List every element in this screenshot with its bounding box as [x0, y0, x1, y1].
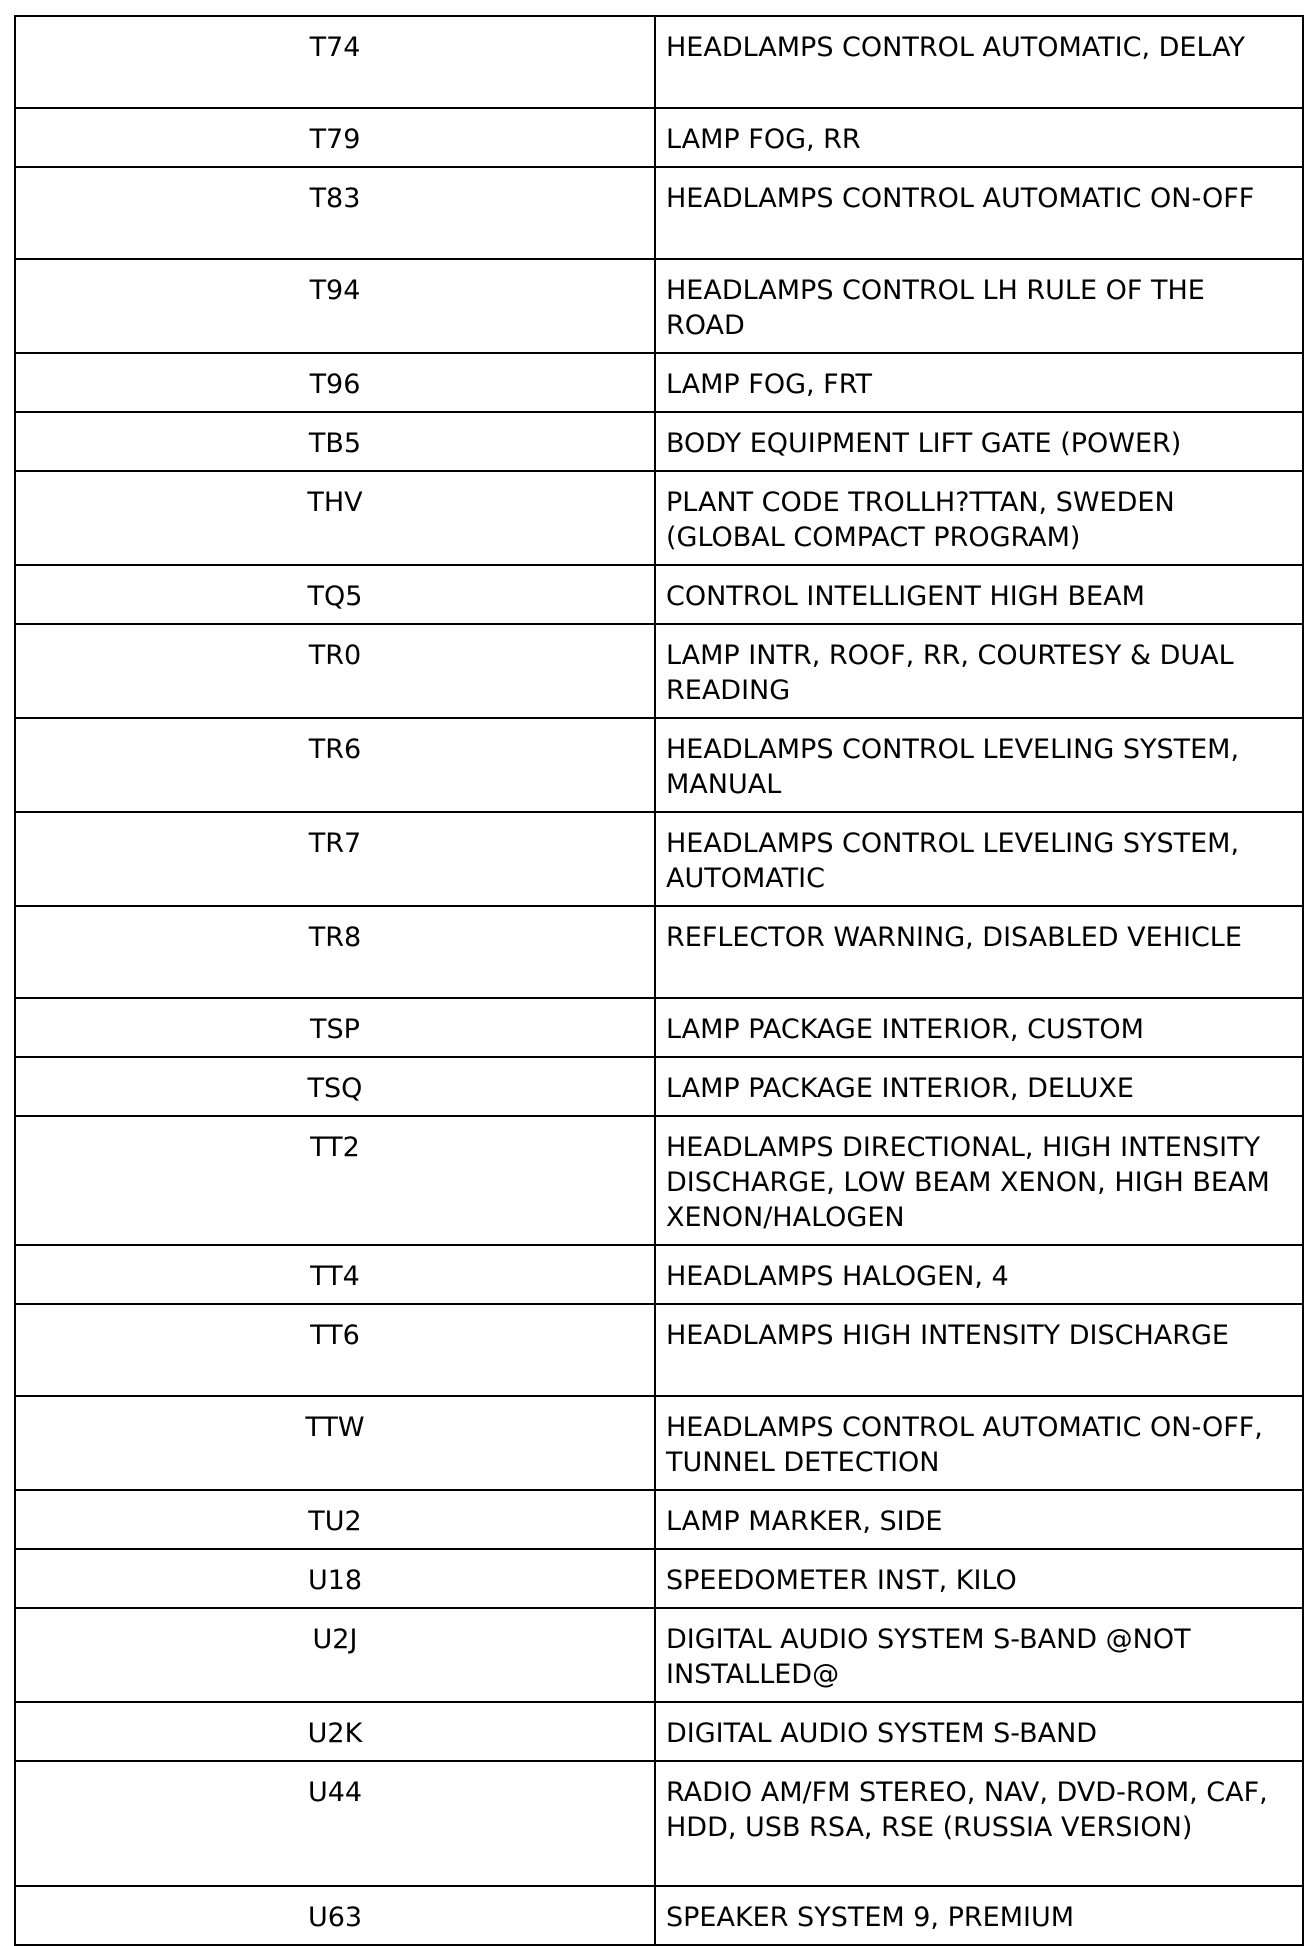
code-cell: TTW [15, 1396, 655, 1490]
table-row [15, 108, 1303, 167]
description-cell: SPEAKER SYSTEM 9, PREMIUM [655, 1886, 1303, 1945]
table-row [15, 812, 1303, 906]
code-cell: U2K [15, 1702, 655, 1761]
description-cell: CONTROL INTELLIGENT HIGH BEAM [655, 565, 1303, 624]
table-row [15, 1245, 1303, 1304]
code-cell: TU2 [15, 1490, 655, 1549]
table-row [15, 1116, 1303, 1245]
description-cell: HEADLAMPS HALOGEN, 4 [655, 1245, 1303, 1304]
description-cell: SPEEDOMETER INST, KILO [655, 1549, 1303, 1608]
description-cell: DIGITAL AUDIO SYSTEM S-BAND @NOT INSTALLED@ [655, 1608, 1303, 1702]
description-cell: HEADLAMPS CONTROL AUTOMATIC ON-OFF [655, 167, 1303, 259]
description-cell: HEADLAMPS CONTROL AUTOMATIC ON-OFF, TUNNEL DETECTION [655, 1396, 1303, 1490]
description-cell: RADIO AM/FM STEREO, NAV, DVD-ROM, CAF, HDD, USB RSA, RSE (RUSSIA VERSION) [655, 1761, 1303, 1886]
table-row [15, 1057, 1303, 1116]
code-cell: U2J [15, 1608, 655, 1702]
code-cell: TT4 [15, 1245, 655, 1304]
description-cell: HEADLAMPS CONTROL AUTOMATIC, DELAY [655, 16, 1303, 108]
description-cell: LAMP PACKAGE INTERIOR, DELUXE [655, 1057, 1303, 1116]
code-cell: TR6 [15, 718, 655, 812]
description-cell: HEADLAMPS CONTROL LH RULE OF THE ROAD [655, 259, 1303, 353]
table-row [15, 565, 1303, 624]
code-cell: T96 [15, 353, 655, 412]
code-cell: T79 [15, 108, 655, 167]
table-row [15, 718, 1303, 812]
table-row [15, 1886, 1303, 1945]
table-row [15, 412, 1303, 471]
description-cell: HEADLAMPS DIRECTIONAL, HIGH INTENSITY DISCHARGE, LOW BEAM XENON, HIGH BEAM XENON/HALOGEN [655, 1116, 1303, 1245]
table-row [15, 1490, 1303, 1549]
table-row [15, 1761, 1303, 1886]
table-row [15, 906, 1303, 998]
description-cell: LAMP INTR, ROOF, RR, COURTESY & DUAL READING [655, 624, 1303, 718]
table-row [15, 1396, 1303, 1490]
code-cell: U44 [15, 1761, 655, 1886]
code-cell: T74 [15, 16, 655, 108]
code-cell: TB5 [15, 412, 655, 471]
option-code-document [14, 15, 1302, 1946]
description-cell: LAMP FOG, FRT [655, 353, 1303, 412]
description-cell: REFLECTOR WARNING, DISABLED VEHICLE [655, 906, 1303, 998]
table-row [15, 624, 1303, 718]
code-cell: TSP [15, 998, 655, 1057]
table-row [15, 1608, 1303, 1702]
description-cell: LAMP FOG, RR [655, 108, 1303, 167]
table-row [15, 998, 1303, 1057]
code-cell: TQ5 [15, 565, 655, 624]
description-cell: BODY EQUIPMENT LIFT GATE (POWER) [655, 412, 1303, 471]
table-row [15, 259, 1303, 353]
table-row [15, 167, 1303, 259]
code-cell: TR7 [15, 812, 655, 906]
code-cell: TSQ [15, 1057, 655, 1116]
code-cell: TR8 [15, 906, 655, 998]
description-cell: HEADLAMPS HIGH INTENSITY DISCHARGE [655, 1304, 1303, 1396]
code-cell: U18 [15, 1549, 655, 1608]
code-cell: THV [15, 471, 655, 565]
code-cell: U63 [15, 1886, 655, 1945]
table-row [15, 471, 1303, 565]
code-cell: TR0 [15, 624, 655, 718]
code-cell: TT6 [15, 1304, 655, 1396]
code-cell: TT2 [15, 1116, 655, 1245]
table-row [15, 1304, 1303, 1396]
description-cell: LAMP MARKER, SIDE [655, 1490, 1303, 1549]
code-cell: T94 [15, 259, 655, 353]
description-cell: HEADLAMPS CONTROL LEVELING SYSTEM, MANUAL [655, 718, 1303, 812]
option-code-table [14, 15, 1304, 1946]
table-row [15, 16, 1303, 108]
table-row [15, 1549, 1303, 1608]
description-cell: LAMP PACKAGE INTERIOR, CUSTOM [655, 998, 1303, 1057]
description-cell: HEADLAMPS CONTROL LEVELING SYSTEM, AUTOMATIC [655, 812, 1303, 906]
description-cell: DIGITAL AUDIO SYSTEM S-BAND [655, 1702, 1303, 1761]
description-cell: PLANT CODE TROLLH?TTAN, SWEDEN (GLOBAL COMPACT PROGRAM) [655, 471, 1303, 565]
table-row [15, 353, 1303, 412]
code-cell: T83 [15, 167, 655, 259]
table-row [15, 1702, 1303, 1761]
